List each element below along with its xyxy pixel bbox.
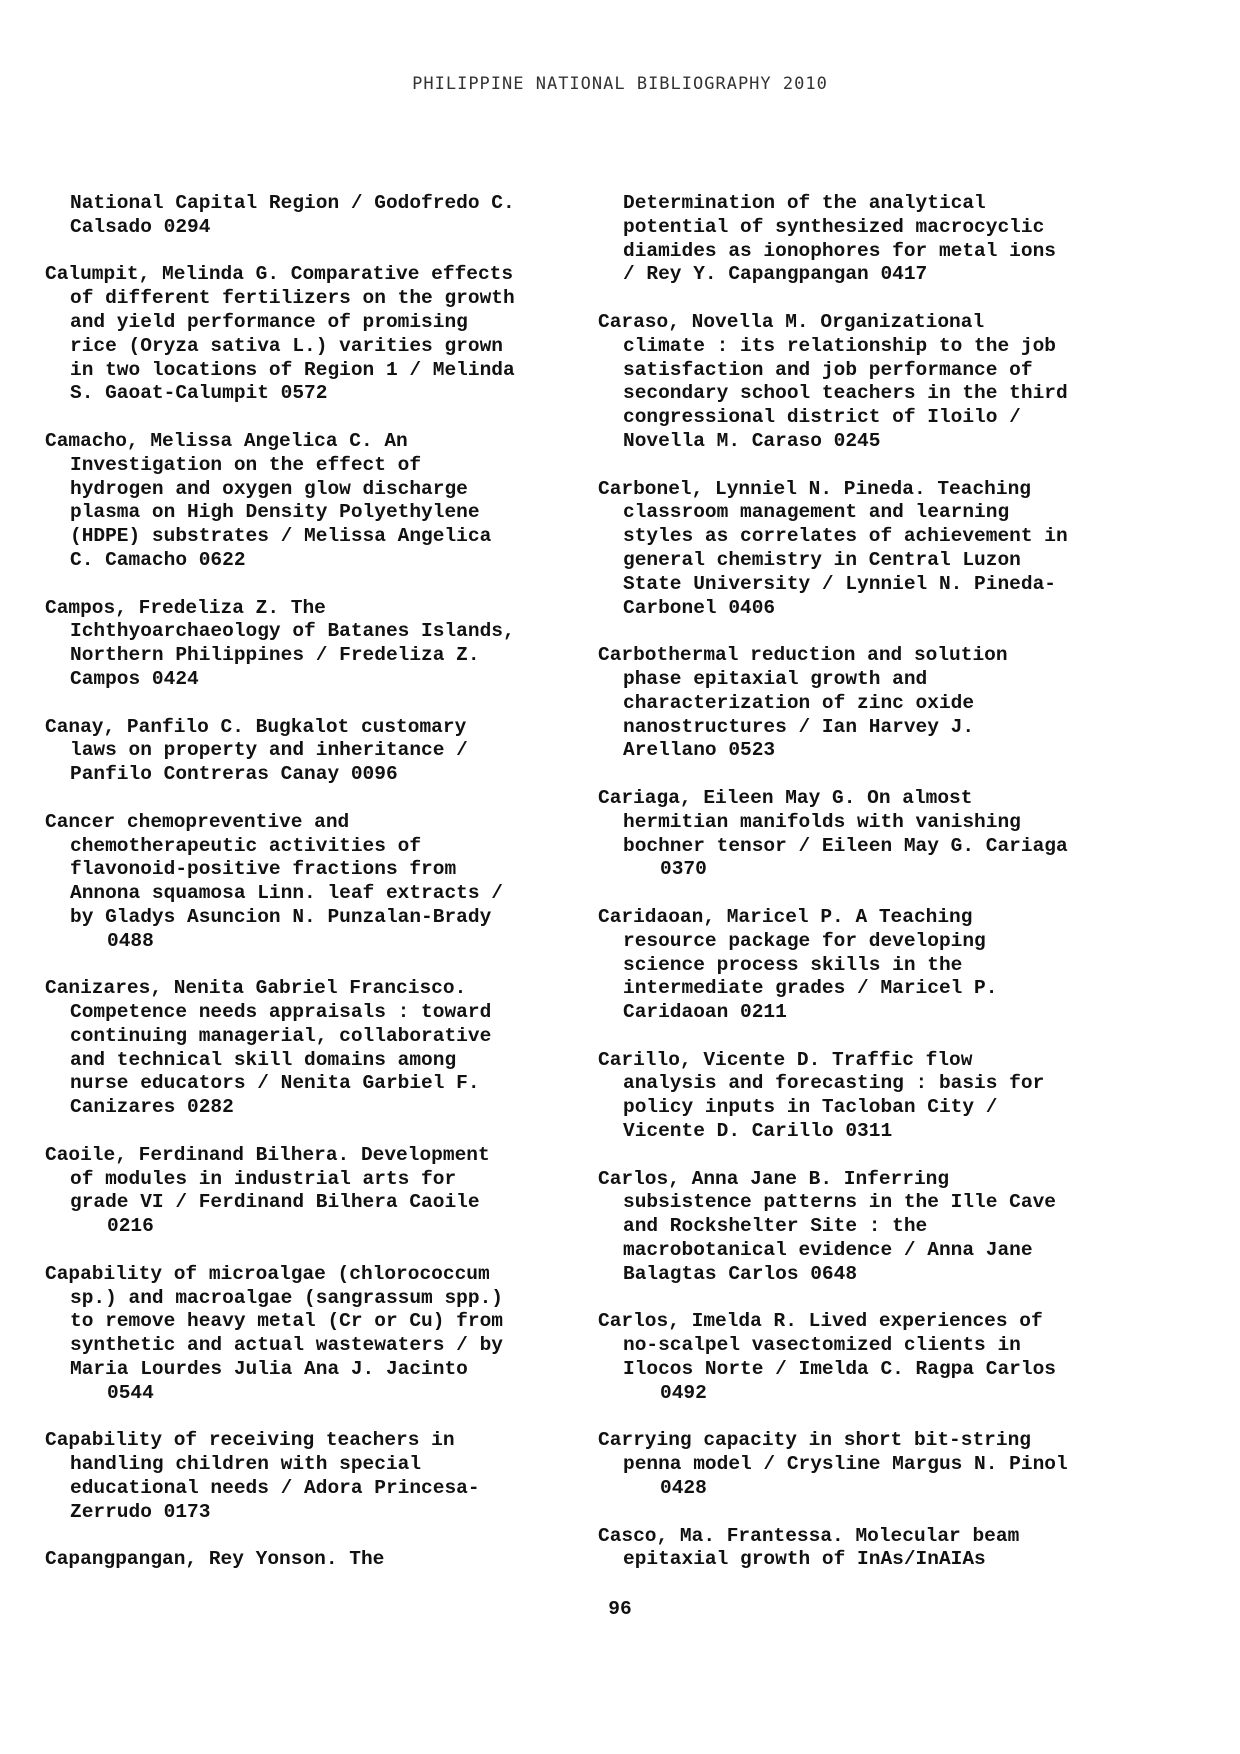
entry-line: diamides as ionophores for metal ions bbox=[623, 239, 1056, 262]
entry-line: Cariaga, Eileen May G. On almost bbox=[598, 786, 973, 809]
entry-line: climate : its relationship to the job bbox=[623, 334, 1056, 357]
entry-line: no-scalpel vasectomized clients in bbox=[623, 1334, 1021, 1357]
entry-line: flavonoid-positive fractions from bbox=[70, 858, 457, 881]
bibliography-entry bbox=[598, 1049, 1158, 1144]
entry-line: Ichthyoarchaeology of Batanes Islands, bbox=[70, 620, 515, 643]
entry-line: laws on property and inheritance / bbox=[70, 739, 468, 762]
entry-line: Camacho, Melissa Angelica C. An bbox=[45, 429, 408, 452]
entry-line: Carrying capacity in short bit-string bbox=[598, 1429, 1031, 1452]
entry-line: satisfaction and job performance of bbox=[623, 358, 1033, 381]
entry-line: macrobotanical evidence / Anna Jane bbox=[623, 1239, 1033, 1262]
entry-line: (HDPE) substrates / Melissa Angelica bbox=[70, 525, 492, 548]
entry-line: intermediate grades / Maricel P. bbox=[623, 977, 998, 1000]
entry-line: sp.) and macroalgae (sangrassum spp.) bbox=[70, 1286, 503, 1309]
entry-line: nanostructures / Ian Harvey J. bbox=[623, 715, 975, 738]
entry-line: Caridaoan, Maricel P. A Teaching bbox=[598, 905, 973, 928]
entry-line: synthetic and actual wastewaters / by bbox=[70, 1334, 503, 1357]
entry-line: analysis and forecasting : basis for bbox=[623, 1072, 1045, 1095]
bibliography-entry bbox=[598, 1525, 1158, 1573]
entry-line: penna model / Crysline Margus N. Pinol bbox=[623, 1453, 1068, 1476]
bibliography-entry bbox=[45, 597, 565, 692]
entry-line: educational needs / Adora Princesa- bbox=[70, 1477, 480, 1500]
entry-line: by Gladys Asuncion N. Punzalan-Brady bbox=[70, 905, 492, 928]
entry-line: potential of synthesized macrocyclic bbox=[623, 215, 1045, 238]
entry-line: science process skills in the bbox=[623, 953, 963, 976]
entry-line: Caoile, Ferdinand Bilhera. Development bbox=[45, 1143, 490, 1166]
bibliography-entry bbox=[45, 1429, 565, 1524]
entry-line: 0370 bbox=[660, 858, 707, 881]
entry-line: secondary school teachers in the third bbox=[623, 382, 1068, 405]
bibliography-entry bbox=[598, 478, 1158, 621]
running-header: PHILIPPINE NATIONAL BIBLIOGRAPHY 2010 bbox=[412, 74, 828, 94]
bibliography-entry bbox=[598, 311, 1158, 454]
entry-line: in two locations of Region 1 / Melinda bbox=[70, 358, 515, 381]
entry-line: Northern Philippines / Fredeliza Z. bbox=[70, 644, 480, 667]
entry-line: chemotherapeutic activities of bbox=[70, 834, 422, 857]
entry-line: Investigation on the effect of bbox=[70, 453, 422, 476]
entry-line: Capangpangan, Rey Yonson. The bbox=[45, 1548, 385, 1571]
entry-line: Carbonel, Lynniel N. Pineda. Teaching bbox=[598, 477, 1031, 500]
entry-line: general chemistry in Central Luzon bbox=[623, 548, 1021, 571]
bibliography-entry bbox=[45, 716, 565, 787]
entry-line: grade VI / Ferdinand Bilhera Caoile bbox=[70, 1191, 480, 1214]
bibliography-entry bbox=[45, 1263, 565, 1406]
entry-line: Carbothermal reduction and solution bbox=[598, 644, 1008, 667]
entry-line: Canizares, Nenita Gabriel Francisco. bbox=[45, 977, 467, 1000]
entry-line: hydrogen and oxygen glow discharge bbox=[70, 477, 468, 500]
bibliography-entry bbox=[598, 1429, 1158, 1500]
bibliography-entry bbox=[598, 1168, 1158, 1287]
bibliography-entry bbox=[45, 1548, 565, 1572]
entry-line: Calumpit, Melinda G. Comparative effects bbox=[45, 263, 514, 286]
entry-line: Annona squamosa Linn. leaf extracts / bbox=[70, 882, 503, 905]
bibliography-entry bbox=[45, 430, 565, 573]
entry-line: of modules in industrial arts for bbox=[70, 1167, 457, 1190]
bibliography-entry bbox=[598, 906, 1158, 1025]
entry-line: Cancer chemopreventive and bbox=[45, 810, 350, 833]
entry-line: Carlos, Imelda R. Lived experiences of bbox=[598, 1310, 1043, 1333]
bibliography-entry bbox=[598, 644, 1158, 763]
entry-line: epitaxial growth of InAs/InAIAs bbox=[623, 1548, 986, 1571]
page-number: 96 bbox=[608, 1598, 632, 1620]
entry-line: Maria Lourdes Julia Ana J. Jacinto bbox=[70, 1358, 468, 1381]
entry-line: Novella M. Caraso 0245 bbox=[623, 429, 881, 452]
entry-line: 0492 bbox=[660, 1381, 707, 1404]
entry-line: characterization of zinc oxide bbox=[623, 691, 975, 714]
entry-line: phase epitaxial growth and bbox=[623, 667, 928, 690]
entry-line: and Rockshelter Site : the bbox=[623, 1215, 928, 1238]
entry-line: National Capital Region / Godofredo C. bbox=[70, 192, 515, 214]
entry-line: 0216 bbox=[107, 1215, 154, 1238]
entry-line: nurse educators / Nenita Garbiel F. bbox=[70, 1072, 480, 1095]
entry-line: Vicente D. Carillo 0311 bbox=[623, 1120, 893, 1143]
entry-line: bochner tensor / Eileen May G. Cariaga bbox=[623, 834, 1068, 857]
entry-line: Carlos, Anna Jane B. Inferring bbox=[598, 1167, 950, 1190]
entry-line: policy inputs in Tacloban City / bbox=[623, 1096, 998, 1119]
right-column bbox=[598, 192, 1158, 1596]
bibliography-entry bbox=[45, 811, 565, 954]
entry-line: styles as correlates of achievement in bbox=[623, 525, 1068, 548]
entry-line: 0544 bbox=[107, 1381, 154, 1404]
entry-line: plasma on High Density Polyethylene bbox=[70, 501, 480, 524]
entry-line: Capability of receiving teachers in bbox=[45, 1429, 455, 1452]
entry-line: Determination of the analytical bbox=[623, 192, 986, 214]
entry-line: Zerrudo 0173 bbox=[70, 1500, 211, 1523]
entry-line: Caridaoan 0211 bbox=[623, 1001, 787, 1024]
entry-line: Canizares 0282 bbox=[70, 1096, 234, 1119]
entry-line: Carbonel 0406 bbox=[623, 596, 776, 619]
bibliography-entry bbox=[598, 1310, 1158, 1405]
entry-line: Balagtas Carlos 0648 bbox=[623, 1262, 858, 1285]
bibliography-entry bbox=[45, 1144, 565, 1239]
entry-line: classroom management and learning bbox=[623, 501, 1010, 524]
entry-line: 0428 bbox=[660, 1477, 707, 1500]
entry-line: to remove heavy metal (Cr or Cu) from bbox=[70, 1310, 503, 1333]
entry-line: and yield performance of promising bbox=[70, 310, 468, 333]
bibliography-entry bbox=[45, 263, 565, 406]
entry-line: handling children with special bbox=[70, 1453, 422, 1476]
bibliography-entry bbox=[45, 192, 565, 240]
entry-line: hermitian manifolds with vanishing bbox=[623, 810, 1021, 833]
entry-line: Canay, Panfilo C. Bugkalot customary bbox=[45, 715, 467, 738]
bibliography-entry bbox=[598, 787, 1158, 882]
entry-line: Panfilo Contreras Canay 0096 bbox=[70, 763, 398, 786]
entry-line: / Rey Y. Capangpangan 0417 bbox=[623, 263, 928, 286]
bibliography-entry bbox=[598, 192, 1158, 287]
entry-line: Competence needs appraisals : toward bbox=[70, 1001, 492, 1024]
entry-line: and technical skill domains among bbox=[70, 1048, 457, 1071]
entry-line: Casco, Ma. Frantessa. Molecular beam bbox=[598, 1524, 1020, 1547]
entry-line: S. Gaoat-Calumpit 0572 bbox=[70, 382, 328, 405]
entry-line: Caraso, Novella M. Organizational bbox=[598, 310, 985, 333]
entry-line: 0488 bbox=[107, 929, 154, 952]
entry-line: of different fertilizers on the growth bbox=[70, 287, 515, 310]
entry-line: Calsado 0294 bbox=[70, 215, 211, 238]
entry-line: C. Camacho 0622 bbox=[70, 548, 246, 571]
entry-line: subsistence patterns in the Ille Cave bbox=[623, 1191, 1056, 1214]
entry-line: continuing managerial, collaborative bbox=[70, 1024, 492, 1047]
entry-line: Ilocos Norte / Imelda C. Ragpa Carlos bbox=[623, 1358, 1056, 1381]
entry-line: Arellano 0523 bbox=[623, 739, 776, 762]
entry-line: resource package for developing bbox=[623, 929, 986, 952]
bibliography-entry bbox=[45, 977, 565, 1120]
entry-line: Capability of microalgae (chlorococcum bbox=[45, 1262, 490, 1285]
left-column bbox=[45, 192, 565, 1596]
entry-line: rice (Oryza sativa L.) varities grown bbox=[70, 334, 503, 357]
entry-line: State University / Lynniel N. Pineda- bbox=[623, 572, 1056, 595]
entry-line: Campos, Fredeliza Z. The bbox=[45, 596, 326, 619]
entry-line: congressional district of Iloilo / bbox=[623, 406, 1021, 429]
entry-line: Carillo, Vicente D. Traffic flow bbox=[598, 1048, 973, 1071]
entry-line: Campos 0424 bbox=[70, 667, 199, 690]
